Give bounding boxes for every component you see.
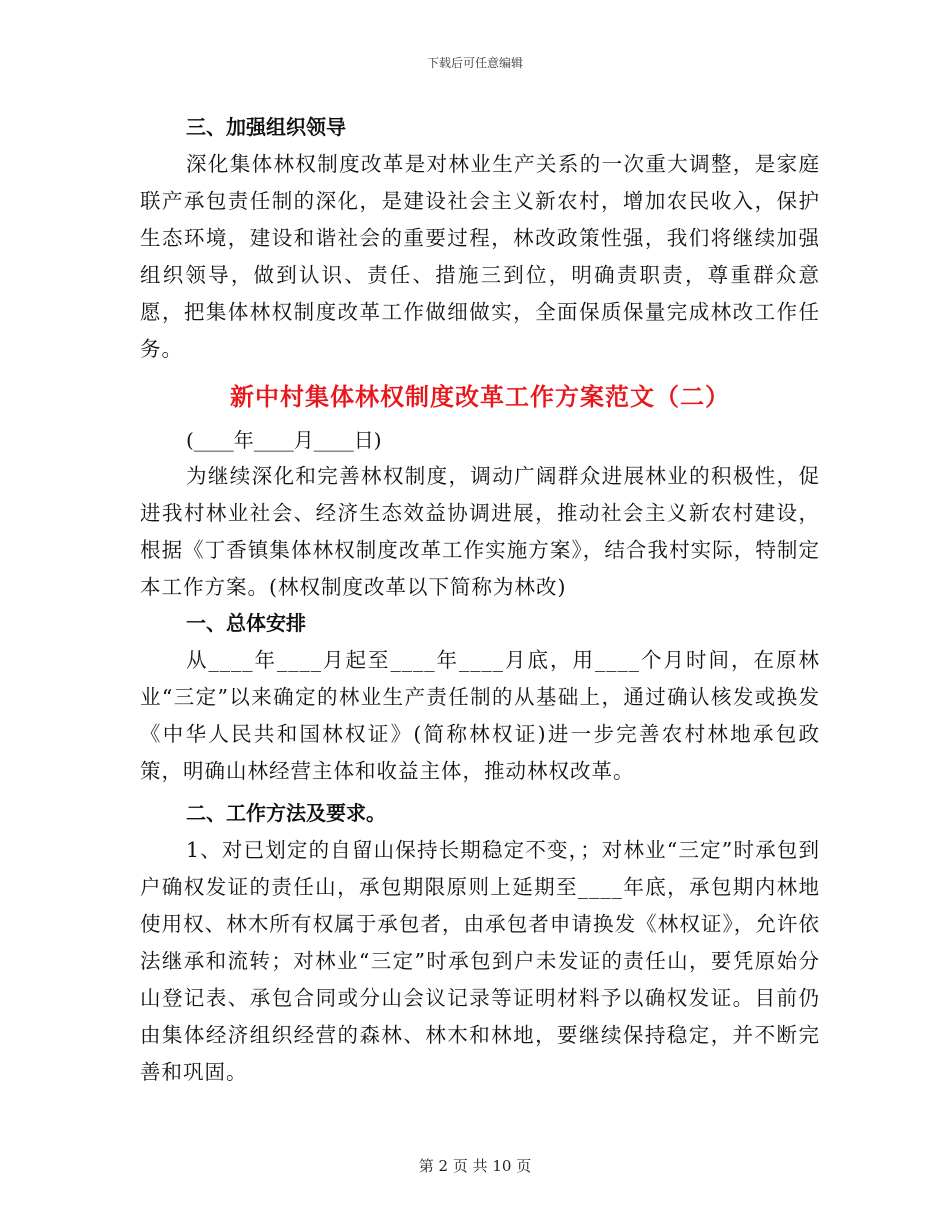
date-line: (____年____月____日): [186, 428, 382, 452]
document-title: 新中村集体林权制度改革工作方案范文（二）: [230, 383, 730, 411]
page-number: 第 2 页 共 10 页: [418, 1157, 532, 1175]
page-header: 下载后可任意编辑: [426, 56, 523, 70]
section-1-paragraph: 从____年____月起至____年____月底，用____个月时间，在原林业“三定”以来确定的林业生产责任制的从基础上，通过确认核发或换发《中华人民共和国林权证》(简称林权证)进一步完善农村林地承包政策，明确山林经营主体和收益主体，推动林权改革。: [140, 648, 820, 783]
section-2-item-1: 1、对已划定的自留山保持长期稳定不变，；对林业“三定”时承包到户确权发证的责任山，承包期限原则上延期至____年底，承包期内林地使用权、林木所有权属于承包者，由承包者申请换发《林权证》，允许依法继承和流转；对林业“三定”时承包到户未发证的责任山，要凭原始分山登记表、承包合同或分山会议记录等证明材料予以确权发证。目前仍由集体经济组织经营的森林、林木和林地，要继续保持稳定，并不断完善和巩固。: [140, 838, 820, 1084]
section-2-heading: 二、工作方法及要求。: [186, 801, 386, 825]
document-body: [140, 108, 820, 1091]
intro-paragraph: 为继续深化和完善林权制度，调动广阔群众进展林业的积极性，促进我村林业社会、经济生态效益协调进展，推动社会主义新农村建设，根据《丁香镇集体林权制度改革工作实施方案》，结合我村实际，特制定本工作方案。(林权制度改革以下简称为林改): [140, 464, 820, 599]
section-1-heading: 一、总体安排: [186, 611, 306, 635]
section-3-heading: 三、加强组织领导: [186, 115, 346, 139]
section-3-paragraph: 深化集体林权制度改革是对林业生产关系的一次重大调整，是家庭联产承包责任制的深化，是建设社会主义新农村，增加农民收入，保护生态环境，建设和谐社会的重要过程，林改政策性强，我们将继续加强组织领导，做到认识、责任、措施三到位，明确责职责，尊重群众意愿，把集体林权制度改革工作做细做实，全面保质保量完成林改工作任务。: [140, 152, 820, 361]
